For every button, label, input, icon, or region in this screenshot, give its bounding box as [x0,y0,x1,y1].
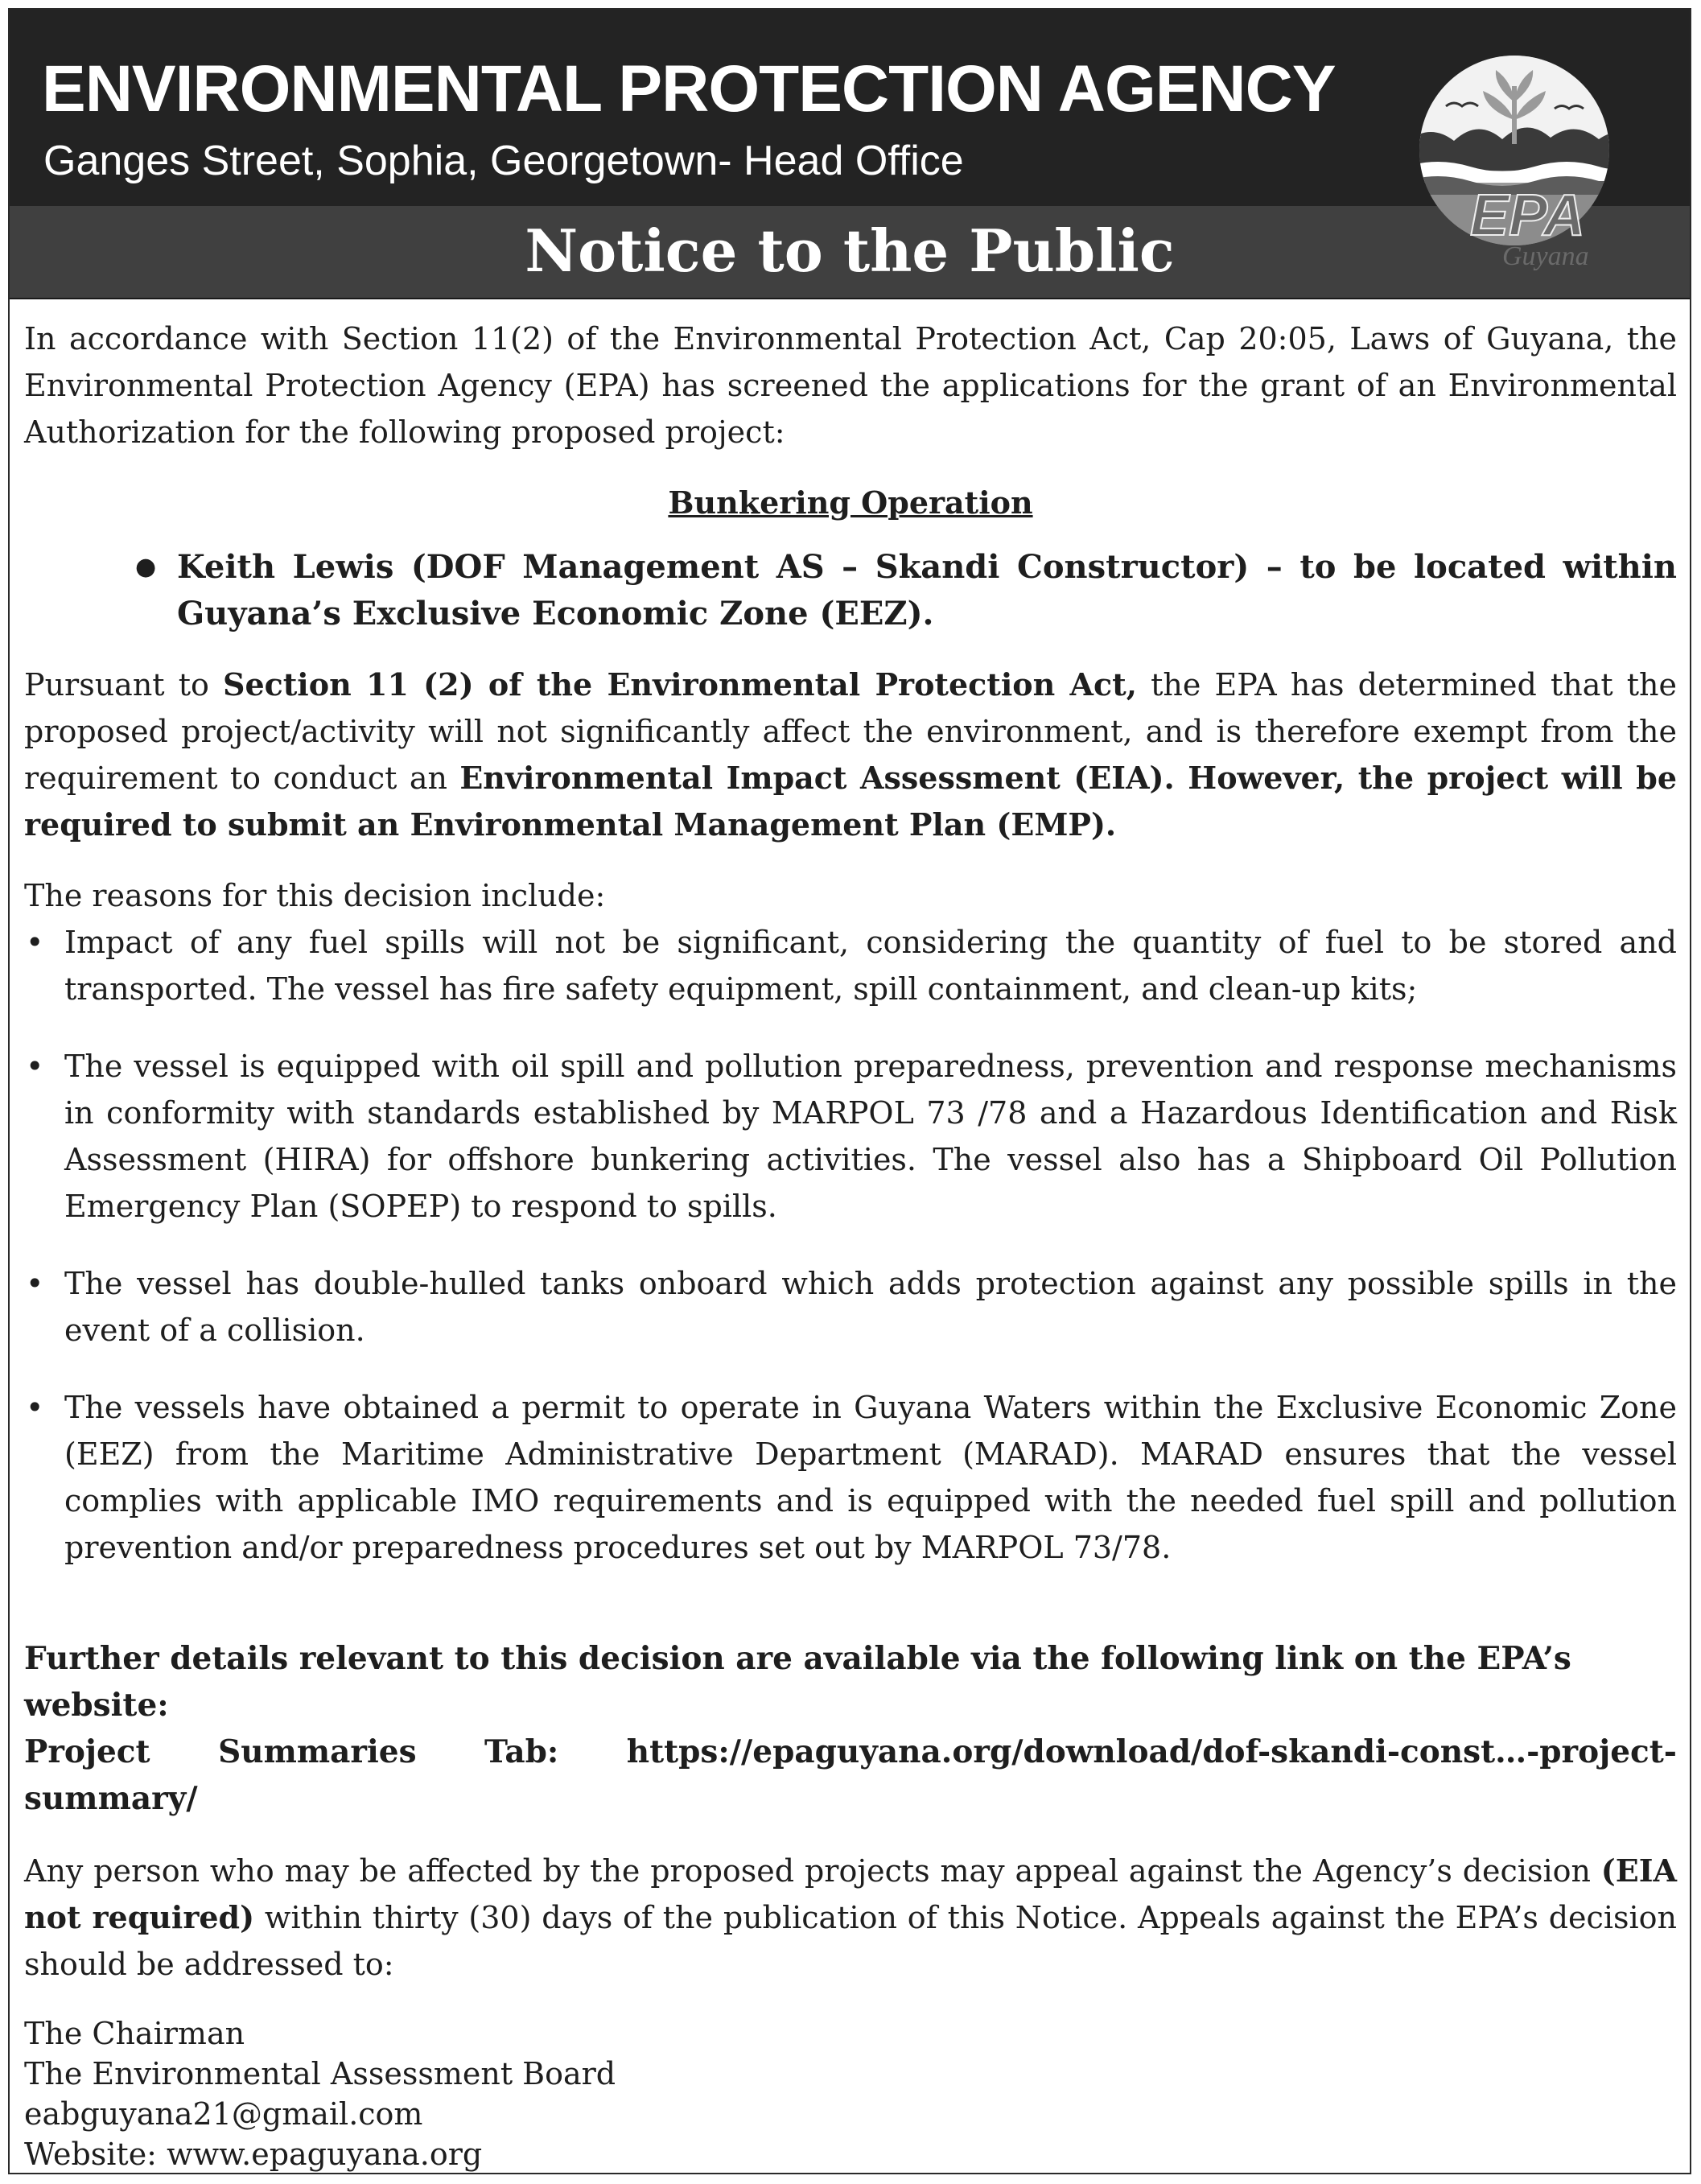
pursuant-paragraph [24,661,1677,848]
project-summary-link[interactable]: Project Summaries Tab: https://epaguyana.org/download/dof-skandi-const…-project-summary/ [24,1733,1677,1817]
epa-logo-emblem-icon [1406,54,1623,271]
reasons-intro: The reasons for this decision include: [24,878,606,913]
reason-item: • The vessels have obtained a permit to operate in Guyana Waters within the Exclusive Economic Zone (EEZ) from the Maritime Administrative Department (MARAD). MARAD ensures that the vessel complies with applicable IMO requirements and is equipped with the needed fuel spill and pollution prevention and/or preparedness procedures set out by MARPOL 73/78. [24,1384,1677,1571]
further-details [24,1635,1677,1822]
notice-title: Notice to the Public [525,216,1175,285]
contact-board: The Environmental Assessment Board [24,2056,616,2091]
appeal-paragraph [24,1848,1677,1988]
agency-name: ENVIRONMENTAL PROTECTION AGENCY [42,52,1336,126]
pursuant-middle: the EPA has determined that the proposed project/activity will not significantly affect the environment, and is therefore exempt from the requirement to conduct an [24,667,1677,796]
appeal-tail: within thirty (30) days of the publication of this Notice. Appeals against the EPA’s decision should be addressed to: [24,1900,1677,1982]
contact-chairman: The Chairman [24,2016,245,2051]
appeal-bold: (EIA not required) [24,1852,1677,1935]
agency-address: Ganges Street, Sophia, Georgetown- Head Office [43,138,964,184]
contact-email[interactable]: eabguyana21@gmail.com [24,2096,423,2132]
project-title: Bunkering Operation [668,484,1033,521]
reason-item: • Impact of any fuel spills will not be significant, considering the quantity of fuel to be stored and transported. The vessel has fire safety equipment, spill containment, and clean-up kits; [24,919,1677,1012]
reason-item: • The vessel has double-hulled tanks onboard which adds protection against any possible spills in the event of a collision. [24,1260,1677,1354]
pursuant-lead: Pursuant to [24,667,223,703]
project-list [24,544,1677,637]
public-notice [8,8,1691,2174]
logo-subtext: Guyana [1502,241,1589,271]
further-heading: Further details relevant to this decision are available via the following link on the EPA’s website: [24,1640,1571,1724]
logo-text: EPA [1470,183,1585,248]
reasons-list [24,919,1677,1571]
epa-guyana-logo [1406,54,1623,271]
pursuant-section: Section 11 (2) of the Environmental Protection Act, [223,666,1137,703]
appeal-lead: Any person who may be affected by the proposed projects may appeal against the Agency’s decision [24,1853,1601,1889]
notice-body [24,315,1677,2174]
contact-website[interactable]: Website: www.epaguyana.org [24,2137,483,2172]
contact-block [24,2013,1677,2174]
project-item: ● Keith Lewis (DOF Management AS – Skandi Constructor) – to be located within Guyana’s Exclusive Economic Zone (EEZ). [24,544,1677,637]
pursuant-requirement: Environmental Impact Assessment (EIA). However, the project will be required to submit an Environmental Management Plan (EMP). [24,760,1677,843]
intro-paragraph: In accordance with Section 11(2) of the Environmental Protection Act, Cap 20:05, Laws of Guyana, the Environmental Protection Agency (EPA) has screened the applications for the grant of an Environmental Authorization for the following proposed project: [24,321,1677,450]
reason-item: • The vessel is equipped with oil spill and pollution preparedness, prevention and response mechanisms in conformity with standards established by MARPOL 73 /78 and a Hazardous Identification and Risk Assessment (HIRA) for offshore bunkering activities. The vessel also has a Shipboard Oil Pollution Emergency Plan (SOPEP) to respond to spills. [24,1043,1677,1230]
